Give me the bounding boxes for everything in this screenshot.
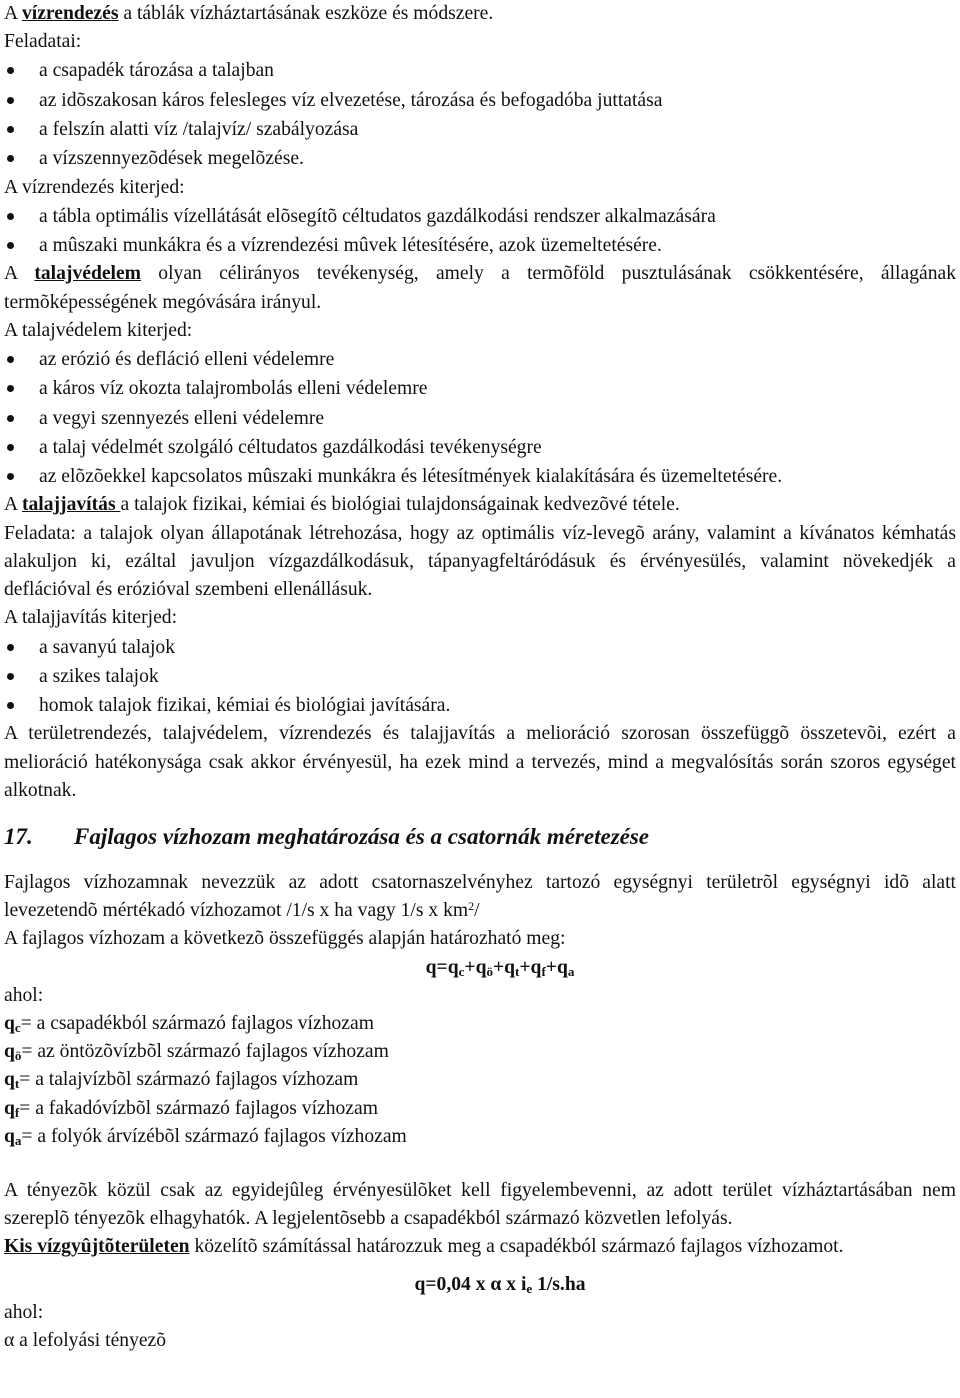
vizrendezes-scope-label: A vízrendezés kiterjed: xyxy=(4,176,185,198)
list-item-text: a szikes talajok xyxy=(39,665,159,687)
text-span: a talajok fizikai, kémiai és biológiai tulajdonságainak kedvezõvé tétele. xyxy=(120,494,680,516)
where-label: ahol: xyxy=(4,984,44,1006)
talajjavitas-task: Feladata: a talajok olyan állapotának létrehozása, hogy az optimális víz-levegõ arány, valamint a kívánatos kémhatás alakuljon ki, ezáltal javuljon vízgazdálkodásuk, tápanyagfeltáródásuk és érvényesülés, valamint növekedjék a deflációval és erózióval szembeni ellenállásuk. xyxy=(4,522,956,601)
list-item xyxy=(4,231,956,260)
formula-part: q=q xyxy=(425,956,459,978)
tasks-label: Feladatai: xyxy=(4,31,82,53)
list-item xyxy=(4,691,956,720)
term-kis-vizgyujto: Kis vízgyûjtõterületen xyxy=(4,1236,190,1258)
list-item xyxy=(4,662,956,691)
formula-second xyxy=(4,1271,956,1299)
symbol-sub: t xyxy=(14,1076,20,1092)
formula-part: +q xyxy=(492,956,516,978)
list-item-text: a savanyú talajok xyxy=(39,636,176,658)
formula-main xyxy=(4,954,956,982)
list-item xyxy=(4,56,956,85)
formula-sub: t xyxy=(515,963,520,979)
formula-sub: ö xyxy=(486,963,493,979)
fajlagos-definition xyxy=(4,869,956,925)
list-item-text: a felszín alatti víz /talajvíz/ szabályozása xyxy=(39,119,359,140)
spacer xyxy=(4,1151,956,1177)
formula-sub: c xyxy=(458,963,465,979)
symbol-sub: f xyxy=(14,1104,20,1120)
list-item xyxy=(4,433,956,462)
spacer xyxy=(4,1262,956,1271)
definition-text: = a csapadékból származó fajlagos vízhozam xyxy=(20,1013,374,1035)
definition-text: = a talajvízbõl származó fajlagos vízhozam xyxy=(19,1069,359,1091)
symbol: q xyxy=(4,1097,15,1119)
definition-list xyxy=(4,1010,956,1151)
formula-sub: a xyxy=(567,963,575,979)
formula-sub: f xyxy=(541,963,546,979)
bullet-icon xyxy=(7,242,14,249)
superscript: 2 xyxy=(468,899,475,914)
list-item xyxy=(4,115,956,144)
formula-part: +q xyxy=(464,956,487,978)
symbol: q xyxy=(4,1013,15,1035)
vizrendezes-scope-list xyxy=(4,202,956,261)
formula-part: 1/s.ha xyxy=(532,1273,586,1295)
definition-item xyxy=(4,1095,956,1123)
list-item-text: a vízszennyezõdések megelõzése. xyxy=(39,148,304,170)
where-label-2: ahol: xyxy=(4,1301,44,1323)
definition-text: = a fakadóvízbõl származó fajlagos vízhozam xyxy=(19,1097,378,1119)
list-item xyxy=(4,144,956,173)
formula-part: +q xyxy=(545,956,568,978)
text-span: / xyxy=(474,900,480,922)
text-span: A xyxy=(4,263,35,285)
bullet-icon xyxy=(7,473,14,480)
talajvedelem-scope-list xyxy=(4,345,956,491)
definition-item xyxy=(4,1066,956,1094)
list-item xyxy=(4,462,956,491)
list-item-text: az elõzõekkel kapcsolatos mûszaki munkákra és létesítmények kialakítására és üzemeltetésére. xyxy=(39,466,783,488)
list-item-text: homok talajok fizikai, kémiai és biológiai javítására. xyxy=(39,695,451,717)
bullet-icon xyxy=(7,213,14,220)
bullet-icon xyxy=(7,126,14,133)
tasks-list xyxy=(4,56,956,173)
talajvedelem-definition xyxy=(4,260,956,316)
bullet-icon xyxy=(7,155,14,162)
symbol: q xyxy=(4,1125,15,1147)
list-item-text: az erózió és defláció elleni védelemre xyxy=(39,349,335,370)
text-span: a táblák vízháztartásának eszköze és módszere. xyxy=(118,3,494,24)
definition-text: = a folyók árvízébõl származó fajlagos vízhozam xyxy=(21,1125,407,1147)
term-vizrendezes: vízrendezés xyxy=(21,3,119,24)
list-item-text: a csapadék tározása a talajban xyxy=(39,60,274,82)
talajjavitas-scope-list xyxy=(4,633,956,721)
definition-item xyxy=(4,1038,956,1066)
alpha-definition: α a lefolyási tényezõ xyxy=(4,1330,167,1352)
text-span: A xyxy=(4,3,22,24)
symbol-sub: c xyxy=(14,1020,21,1036)
bullet-icon xyxy=(7,702,14,709)
factors-paragraph: A tényezõk közül csak az egyidejûleg érvényesülõket kell figyelembevenni, az adott terület vízháztartásában nem szereplõ tényezõk elhagyhatók. A legjelentõsebb a csapadékból származó közvetlen lefolyás. xyxy=(4,1180,956,1230)
text-span: A xyxy=(4,494,22,516)
bullet-icon xyxy=(7,415,14,422)
definition-item xyxy=(4,1010,956,1038)
list-item-text: az idõszakosan káros felesleges víz elvezetése, tározása és befogadóba juttatása xyxy=(39,89,663,111)
definition-item xyxy=(4,1123,956,1151)
bullet-icon xyxy=(7,356,14,363)
text-span: Fajlagos vízhozamnak nevezzük az adott csatornaszelvényhez tartozó egységnyi területrõl egységnyi idõ alatt levezetendõ mértékadó vízhozamot /1/s x ha vagy 1/s x km xyxy=(4,872,956,922)
bullet-icon xyxy=(7,97,14,104)
list-item-text: a talaj védelmét szolgáló céltudatos gazdálkodási tevékenységre xyxy=(39,436,542,458)
list-item-text: a vegyi szennyezés elleni védelemre xyxy=(39,407,325,429)
list-item xyxy=(4,374,956,403)
text-span: olyan célirányos tevékenység, amely a termõföld pusztulásának csökkentésére, állagának termõképességének megóvására irányul. xyxy=(4,263,956,313)
melioracio-summary: A területrendezés, talajvédelem, vízrendezés és talajjavítás a melioráció szorosan összefüggõ összetevõi, ezért a melioráció hatékonysága csak akkor érvényesül, ha ezek mind a tervezés, mind a megvalósítás során szoros egységet alkotnak. xyxy=(4,723,956,801)
term-talajvedelem: talajvédelem xyxy=(34,263,141,285)
list-item xyxy=(4,202,956,231)
chapter-title: Fajlagos vízhozam meghatározása és a csatornák méretezése xyxy=(74,824,650,849)
symbol-sub: a xyxy=(14,1132,22,1148)
symbol-sub: ö xyxy=(14,1048,22,1064)
list-item-text: a tábla optimális vízellátását elõsegítõ céltudatos gazdálkodási rendszer alkalmazására xyxy=(39,205,716,227)
list-item xyxy=(4,345,956,374)
list-item xyxy=(4,86,956,115)
list-item xyxy=(4,633,956,662)
bullet-icon xyxy=(7,385,14,392)
small-catchment-paragraph xyxy=(4,1233,956,1261)
symbol: q xyxy=(4,1069,15,1091)
talajjavitas-definition xyxy=(4,491,956,519)
formula-part: q=0,04 x α x i xyxy=(414,1273,527,1295)
symbol: q xyxy=(4,1041,15,1063)
chapter-number: 17. xyxy=(4,824,33,849)
definition-text: = az öntözõvízbõl származó fajlagos vízhozam xyxy=(21,1041,389,1063)
bullet-icon xyxy=(7,444,14,451)
list-item-text: a káros víz okozta talajrombolás elleni védelemre xyxy=(39,378,428,400)
text-span: közelítõ számítással határozzuk meg a csapadékból származó fajlagos vízhozamot. xyxy=(189,1236,844,1258)
list-item xyxy=(4,404,956,433)
chapter-heading xyxy=(4,822,956,852)
formula-part: +q xyxy=(519,956,542,978)
talajjavitas-scope-label: A talajjavítás kiterjed: xyxy=(4,607,178,629)
bullet-icon xyxy=(7,644,14,651)
bullet-icon xyxy=(7,673,14,680)
bullet-icon xyxy=(7,67,14,74)
term-talajjavitas: talajjavítás xyxy=(21,494,121,516)
formula-intro: A fajlagos vízhozam a következõ összefüggés alapján határozható meg: xyxy=(4,928,566,950)
list-item-text: a mûszaki munkákra és a vízrendezési mûvek létesítésére, azok üzemeltetésére. xyxy=(39,235,662,257)
formula-sub: e xyxy=(526,1280,533,1296)
vizrendezes-definition xyxy=(4,0,956,28)
talajvedelem-scope-label: A talajvédelem kiterjed: xyxy=(4,319,193,341)
